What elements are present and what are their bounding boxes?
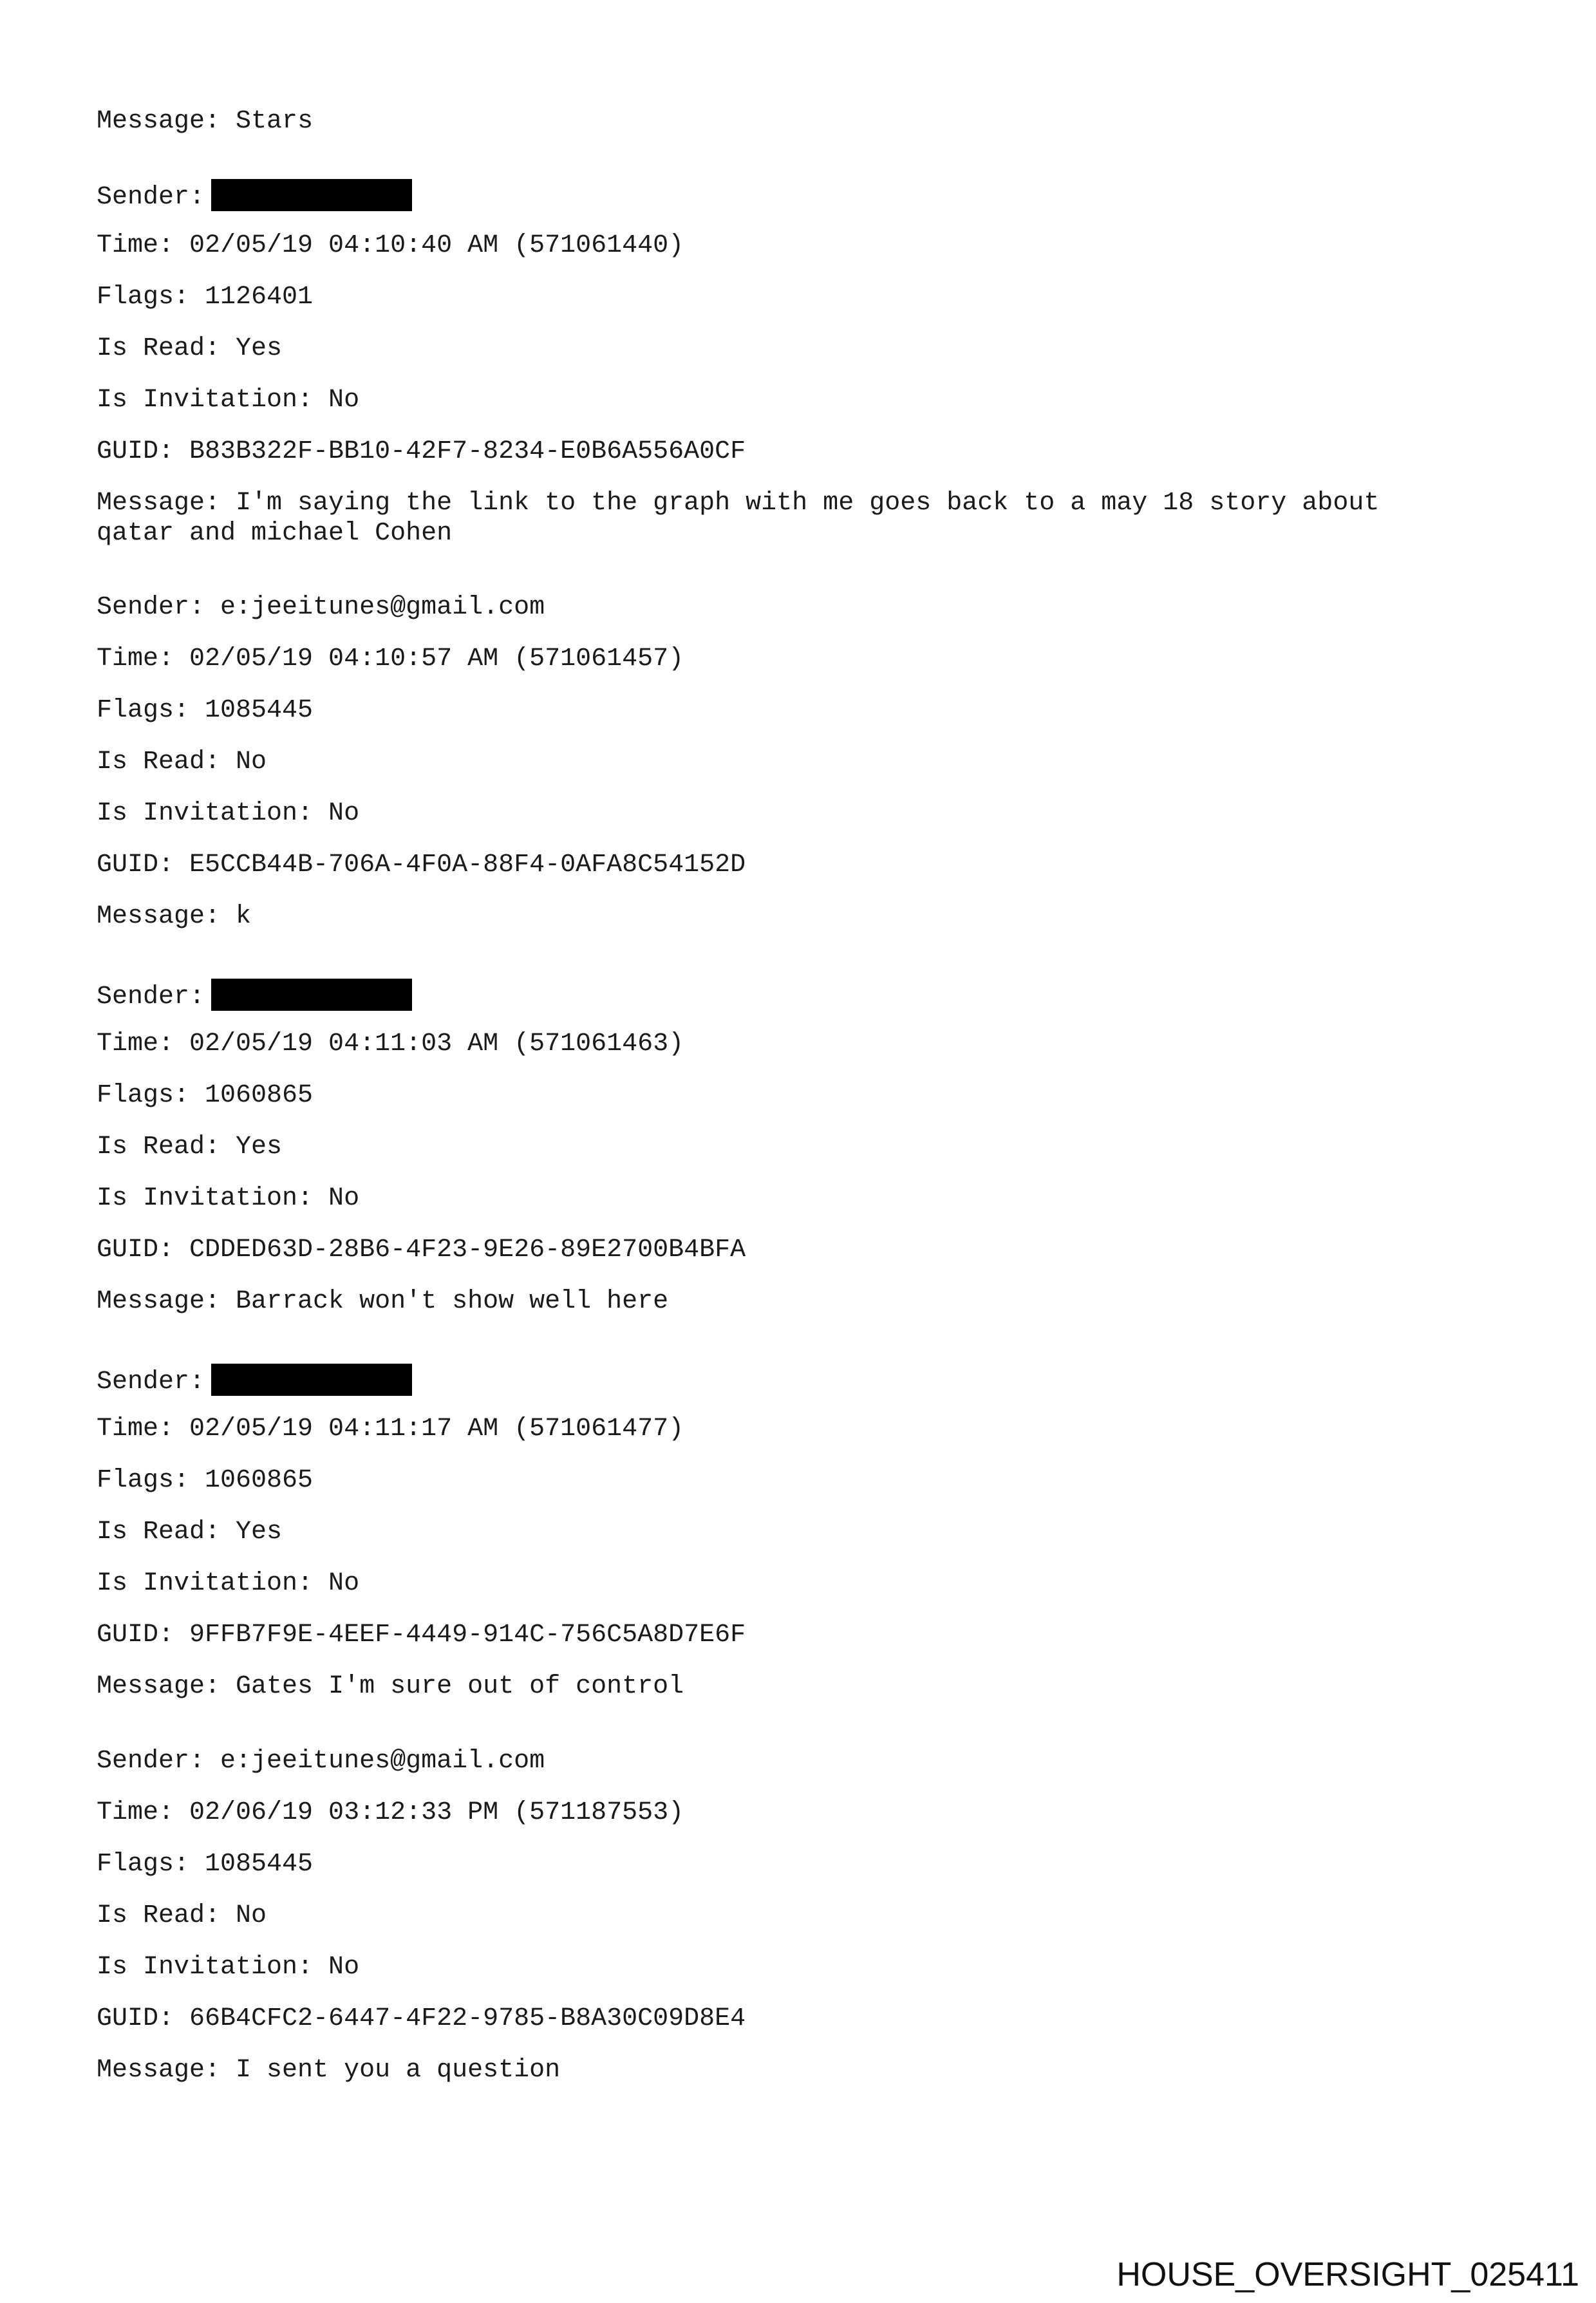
guid-line: GUID: CDDED63D-28B6-4F23-9E26-89E2700B4BFA <box>97 1236 746 1264</box>
flags-line: Flags: 1126401 <box>97 283 314 312</box>
flags-line: Flags: 1060865 <box>97 1466 314 1495</box>
redaction-box <box>211 179 412 211</box>
is-invitation-line: Is Invitation: No <box>97 799 360 828</box>
sender-line <box>97 1364 412 1397</box>
sender-label: Sender: <box>97 1368 205 1396</box>
bates-number: HOUSE_OVERSIGHT_025411 <box>1116 2256 1579 2293</box>
is-read-line: Is Read: No <box>97 1901 267 1930</box>
redaction-box <box>211 1364 412 1396</box>
guid-line: GUID: E5CCB44B-706A-4F0A-88F4-0AFA8C54152D <box>97 851 746 879</box>
sender-label: Sender: <box>97 183 205 212</box>
guid-line: GUID: 9FFB7F9E-4EEF-4449-914C-756C5A8D7E6F <box>97 1621 746 1650</box>
time-line: Time: 02/05/19 04:10:57 AM (571061457) <box>97 644 684 673</box>
guid-line: GUID: B83B322F-BB10-42F7-8234-E0B6A556A0CF <box>97 437 746 466</box>
flags-line: Flags: 1085445 <box>97 696 314 725</box>
message-text <box>97 106 313 136</box>
is-read-line: Is Read: Yes <box>97 1518 283 1546</box>
is-invitation-line: Is Invitation: No <box>97 386 360 415</box>
sender-line <box>97 179 412 212</box>
message-text: Message: Barrack won't show well here <box>97 1287 669 1316</box>
is-read-line: Is Read: Yes <box>97 1133 283 1161</box>
is-invitation-line: Is Invitation: No <box>97 1184 360 1213</box>
time-line: Time: 02/05/19 04:10:40 AM (571061440) <box>97 231 684 260</box>
guid-line: GUID: 66B4CFC2-6447-4F22-9785-B8A30C09D8E4 <box>97 2004 746 2033</box>
sender-line <box>97 979 412 1012</box>
time-line: Time: 02/05/19 04:11:17 AM (571061477) <box>97 1415 684 1443</box>
time-line: Time: 02/06/19 03:12:33 PM (571187553) <box>97 1798 684 1827</box>
sender-line: Sender: e:jeeitunes@gmail.com <box>97 1747 545 1776</box>
message-text: Message: Gates I'm sure out of control <box>97 1672 684 1701</box>
redaction-box <box>211 979 412 1011</box>
message-body: Stars <box>236 107 314 136</box>
is-read-line: Is Read: No <box>97 747 267 776</box>
sender-label: Sender: <box>97 982 205 1011</box>
time-line: Time: 02/05/19 04:11:03 AM (571061463) <box>97 1029 684 1058</box>
message-text: Message: I sent you a question <box>97 2056 561 2085</box>
is-read-line: Is Read: Yes <box>97 334 283 363</box>
flags-line: Flags: 1085445 <box>97 1850 314 1879</box>
is-invitation-line: Is Invitation: No <box>97 1953 360 1982</box>
flags-line: Flags: 1060865 <box>97 1081 314 1110</box>
message-text: Message: k <box>97 902 252 931</box>
message-label: Message: <box>97 107 236 136</box>
message-text: Message: I'm saying the link to the graph with me goes back to a may 18 story about qatar and michael Cohen <box>97 489 1380 548</box>
sender-line: Sender: e:jeeitunes@gmail.com <box>97 593 545 622</box>
is-invitation-line: Is Invitation: No <box>97 1569 360 1598</box>
